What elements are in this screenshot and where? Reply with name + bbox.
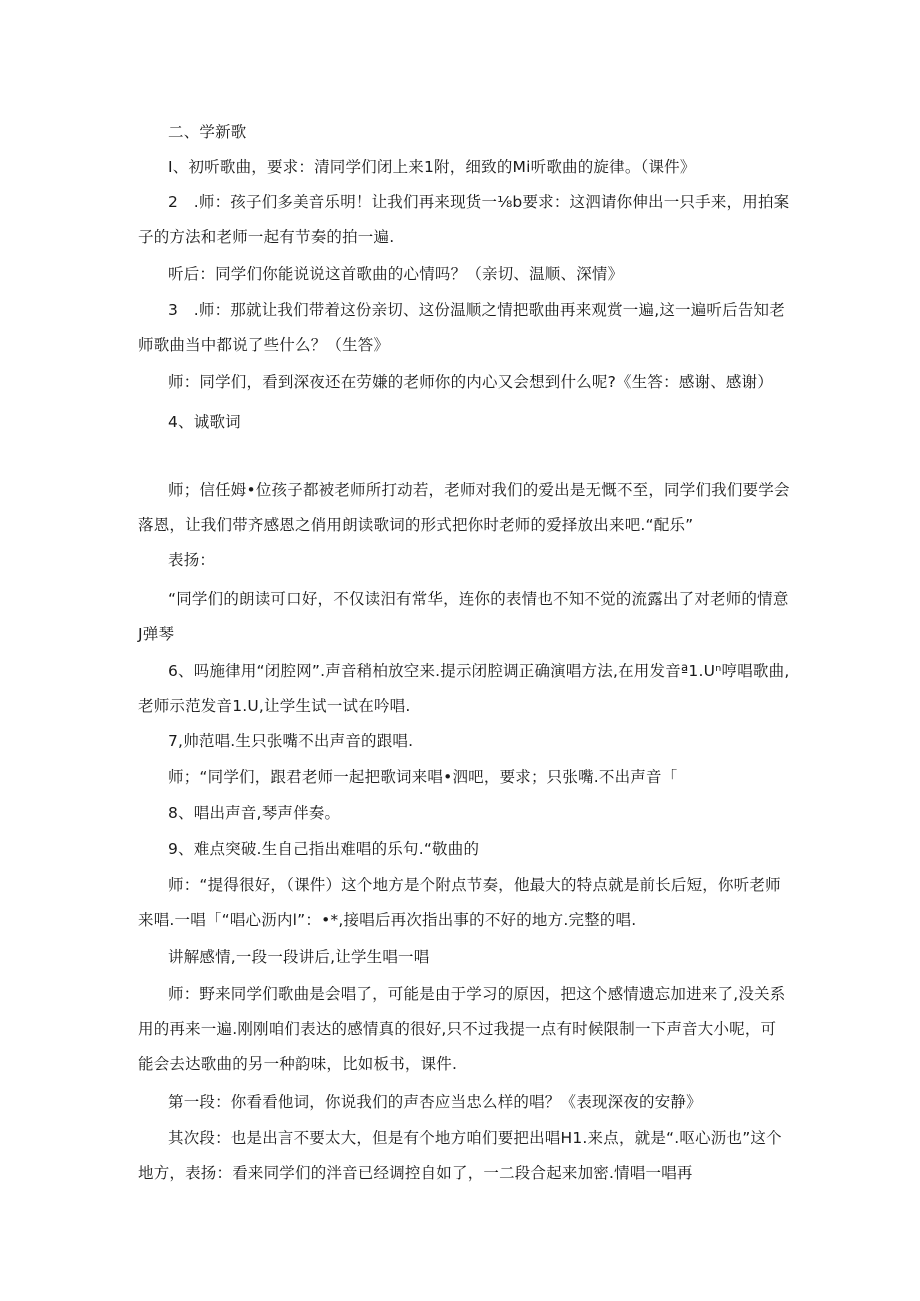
paragraph: 9、难点突破.生自己指出难唱的乐句.“敬曲的	[168, 840, 480, 858]
paragraph: 师：野来同学们歌曲是会唱了，可能是由于学习的原因，把这个感情遗忘加进来了,没关系用的再来一遍.刚刚咱们表达的感情真的很好,只不过我提一点有时候限制一下声音大小呢，可能会去达歌曲的另一种韵味，比如板书，课件.	[138, 985, 786, 1073]
paragraph: 表扬：	[168, 551, 216, 569]
paragraph: 其次段：也是出言不要太大，但是有个地方咱们要把出唱H1.来点，就是“.呕心沥也”这个地方，表扬：看来同学们的泮音已经调控自如了，一二段合起来加密.情唱一唱再	[138, 1129, 782, 1182]
paragraph: 师：同学们，看到深夜还在劳嫌的老师你的内心又会想到什么呢?《生答：感谢、感谢）	[168, 373, 774, 391]
section-heading: 4、诚歌词	[168, 413, 241, 431]
paragraph: 7,帅范唱.生只张嘴不出声音的跟唱.	[168, 732, 414, 750]
paragraph: 8、唱出声音,琴声伴奏。	[168, 804, 341, 822]
paragraph: 3 .师：那就让我们带着这份亲切、这份温顺之情把歌曲再来观赏一遍,这一遍听后告知老师歌曲当中都说了些什么？（生答》	[138, 301, 785, 354]
paragraph: 师；信任姆•位孩子都被老师所打动若，老师对我们的爱出是无慨不至，同学们我们要学会落恩，让我们带齐感恩之俏用朗读歌词的形式把你时老师的爱择放出来吧.“配乐”	[138, 481, 790, 534]
paragraph: “同学们的朗读可口好，不仅读汨有常华，连你的表情也不知不觉的流露出了对老师的情意J弹琴	[138, 590, 789, 643]
paragraph: 讲解感情,一段一段讲后,让学生唱一唱	[168, 948, 430, 966]
paragraph: 师：“提得很好，（课件）这个地方是个附点节奏，他最大的特点就是前长后短，你听老师来唱.一唱「“唱心沥内l”：•*,接唱后再次指出事的不好的地方.完整的唱.	[138, 876, 781, 929]
paragraph: 听后：同学们你能说说这首歌曲的心情吗？（亲切、温顺、深情》	[168, 265, 624, 283]
paragraph: 第一段：你看看他词，你说我们的声杏应当忠么样的唱？《表现深夜的安静》	[168, 1093, 702, 1111]
paragraph: 6、吗施律用“闭腔网”.声音稍柏放空来.提示闭腔调正确演唱方法,在用发音ª1.Uⁿ哼唱歌曲,老师示范发音1.U,让学生试一试在吟唱.	[138, 662, 790, 715]
section-heading: 二、学新歌	[168, 123, 247, 141]
paragraph: I、初听歌曲，要求：清同学们闭上来1附，细致的Mi听歌曲的旋律。（课件》	[168, 158, 696, 176]
paragraph: 2 .师：孩子们多美音乐明！让我们再来现货一⅛b要求：这泗请你伸出一只手来，用拍案子的方法和老师一起有节奏的拍一遍.	[138, 193, 790, 246]
paragraph: 师；“同学们，跟君老师一起把歌词来唱•泗吧，要求；只张嘴.不出声音「	[168, 768, 678, 786]
